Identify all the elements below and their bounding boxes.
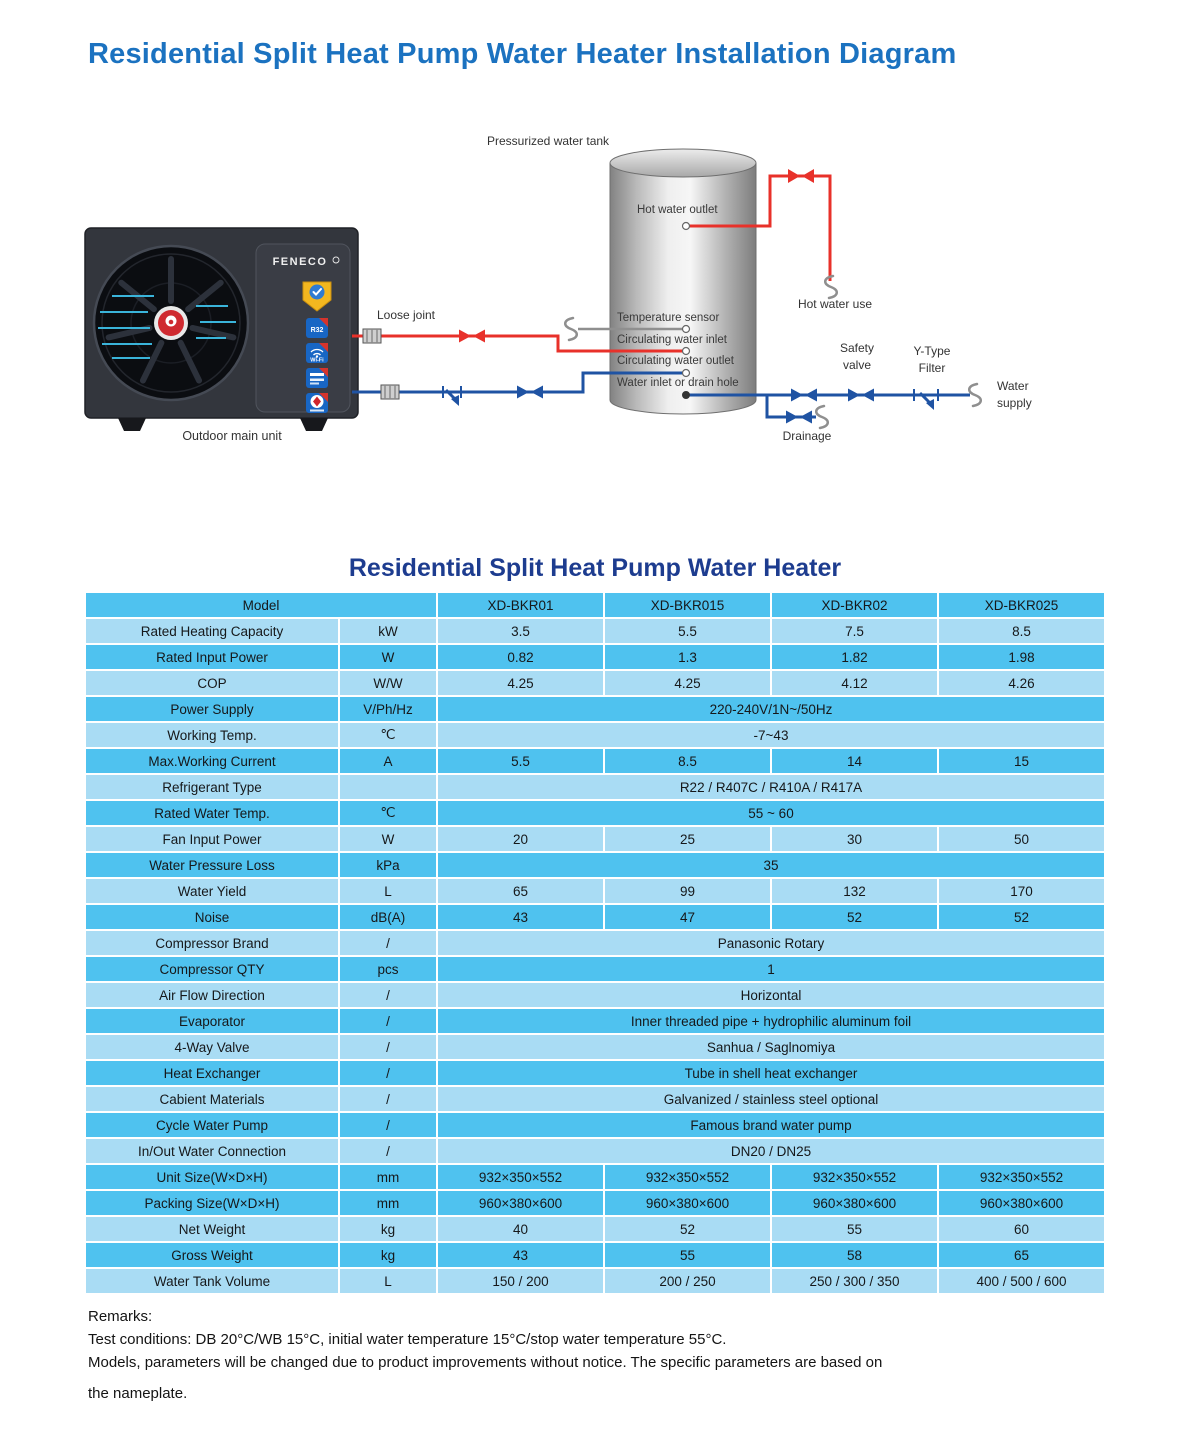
- spec-value-cell: 60: [939, 1217, 1104, 1241]
- spec-value-cell: 960×380×600: [772, 1191, 937, 1215]
- spec-label-cell: Rated Heating Capacity: [86, 619, 338, 643]
- hot-water-outlet-label: Hot water outlet: [637, 204, 718, 216]
- spec-header-row: [86, 593, 1104, 617]
- y-type-filter-label: Y-Type: [913, 344, 951, 358]
- spec-value-cell: 14: [772, 749, 937, 773]
- spec-value-cell: 35: [438, 853, 1104, 877]
- valve-icon: [848, 389, 860, 402]
- brand-logo: FENECO: [272, 256, 328, 268]
- spec-value-cell: 30: [772, 827, 937, 851]
- pressurized-water-tank-label: Pressurized water tank: [487, 134, 610, 148]
- pipe-break-squiggle-icon: [969, 384, 981, 406]
- spec-label-cell: Packing Size(W×D×H): [86, 1191, 338, 1215]
- tank-port: [683, 392, 690, 399]
- spec-row: [86, 931, 1104, 955]
- spec-label-cell: Water Pressure Loss: [86, 853, 338, 877]
- spec-unit-cell: kg: [340, 1243, 436, 1267]
- valve-icon: [459, 330, 471, 343]
- unit-foot: [300, 418, 328, 431]
- spec-value-cell: 5.5: [605, 619, 770, 643]
- spec-value-cell: 43: [438, 1243, 603, 1267]
- spec-unit-cell: L: [340, 879, 436, 903]
- spec-unit-cell: V/Ph/Hz: [340, 697, 436, 721]
- water-supply-label: Water: [997, 379, 1029, 393]
- water-supply-label: supply: [997, 396, 1032, 410]
- spec-label-cell: Net Weight: [86, 1217, 338, 1241]
- spec-label-cell: Rated Input Power: [86, 645, 338, 669]
- spec-unit-cell: W/W: [340, 671, 436, 695]
- spec-label-cell: Air Flow Direction: [86, 983, 338, 1007]
- spec-unit-cell: W: [340, 645, 436, 669]
- spec-row: [86, 1087, 1104, 1111]
- spec-row: [86, 619, 1104, 643]
- temperature-sensor-label: Temperature sensor: [617, 312, 720, 324]
- spec-value-cell: 8.5: [605, 749, 770, 773]
- spec-row: [86, 1269, 1104, 1293]
- spec-value-cell: 932×350×552: [939, 1165, 1104, 1189]
- svg-text:R32: R32: [310, 327, 324, 334]
- spec-value-cell: 1.98: [939, 645, 1104, 669]
- remarks-title: Remarks:: [88, 1308, 153, 1325]
- remarks-block: [88, 1306, 1138, 1406]
- spec-value-cell: 52: [605, 1217, 770, 1241]
- valve-icon: [473, 330, 485, 343]
- page-title: Residential Split Heat Pump Water Heater Installation Diagram: [88, 38, 957, 70]
- spec-value-cell: 4.12: [772, 671, 937, 695]
- spec-value-cell: 55 ~ 60: [438, 801, 1104, 825]
- spec-row: [86, 801, 1104, 825]
- y-type-filter-label: Filter: [918, 361, 946, 375]
- spec-label-cell: Cabient Materials: [86, 1087, 338, 1111]
- spec-value-cell: 7.5: [772, 619, 937, 643]
- spec-label-cell: Evaporator: [86, 1009, 338, 1033]
- spec-unit-cell: kW: [340, 619, 436, 643]
- y-type-filter-icon: [914, 389, 938, 410]
- spec-value-cell: 8.5: [939, 619, 1104, 643]
- spec-unit-cell: /: [340, 1061, 436, 1085]
- drainage-label: Drainage: [782, 429, 832, 443]
- y-strainer-icon: [443, 386, 461, 406]
- valve-icon: [531, 386, 543, 399]
- spec-row: [86, 1217, 1104, 1241]
- spec-unit-cell: /: [340, 1113, 436, 1137]
- spec-row: [86, 1009, 1104, 1033]
- spec-value-cell: 170: [939, 879, 1104, 903]
- safety-valve-label: valve: [842, 358, 872, 372]
- spec-row: [86, 905, 1104, 929]
- spec-value-cell: 15: [939, 749, 1104, 773]
- spec-row: [86, 1035, 1104, 1059]
- spec-row: [86, 827, 1104, 851]
- spec-value-cell: Sanhua / Saglnomiya: [438, 1035, 1104, 1059]
- spec-unit-cell: dB(A): [340, 905, 436, 929]
- spec-row: [86, 957, 1104, 981]
- spec-value-cell: 220-240V/1N~/50Hz: [438, 697, 1104, 721]
- spec-row: [86, 671, 1104, 695]
- loose-joint-label: Loose joint: [376, 308, 436, 322]
- remarks-line: Test conditions: DB 20°C/WB 15°C, initial water temperature 15°C/stop water temperature 55°C.: [88, 1331, 727, 1348]
- spec-value-cell: 43: [438, 905, 603, 929]
- spec-value-cell: 40: [438, 1217, 603, 1241]
- valve-icon: [517, 386, 529, 399]
- spec-value-cell: 50: [939, 827, 1104, 851]
- spec-value-cell: 5.5: [438, 749, 603, 773]
- spec-value-cell: 960×380×600: [438, 1191, 603, 1215]
- spec-value-cell: 1: [438, 957, 1104, 981]
- tank-port: [683, 223, 690, 230]
- spec-value-cell: 932×350×552: [605, 1165, 770, 1189]
- spec-label-cell: Power Supply: [86, 697, 338, 721]
- r32-refrigerant-badge-icon: [306, 318, 328, 338]
- spec-unit-cell: /: [340, 1139, 436, 1163]
- spec-row: [86, 775, 1104, 799]
- fan-icon: [94, 246, 248, 400]
- spec-value-cell: 0.82: [438, 645, 603, 669]
- spec-value-cell: 47: [605, 905, 770, 929]
- spec-label-cell: Fan Input Power: [86, 827, 338, 851]
- spec-value-cell: 1.3: [605, 645, 770, 669]
- valve-icon: [800, 411, 812, 424]
- valve-icon: [802, 169, 814, 183]
- spec-row: [86, 853, 1104, 877]
- spec-row: [86, 1165, 1104, 1189]
- tank-port: [683, 348, 690, 355]
- tank-port: [683, 370, 690, 377]
- spec-unit-cell: kg: [340, 1217, 436, 1241]
- valve-icon: [788, 169, 800, 183]
- installation-diagram: [0, 100, 1180, 480]
- spec-unit-cell: W: [340, 827, 436, 851]
- spec-value-cell: 20: [438, 827, 603, 851]
- spec-value-cell: 400 / 500 / 600: [939, 1269, 1104, 1293]
- spec-value-cell: 52: [772, 905, 937, 929]
- spec-table-title: Residential Split Heat Pump Water Heater: [348, 554, 842, 582]
- loose-joint-icon: [363, 329, 381, 343]
- spec-label-cell: Water Tank Volume: [86, 1269, 338, 1293]
- spec-value-cell: 1.82: [772, 645, 937, 669]
- spec-value-cell: DN20 / DN25: [438, 1139, 1104, 1163]
- spec-unit-cell: kPa: [340, 853, 436, 877]
- spec-label-cell: Gross Weight: [86, 1243, 338, 1267]
- spec-value-cell: 4.26: [939, 671, 1104, 695]
- spec-value-cell: 65: [438, 879, 603, 903]
- spec-label-cell: Unit Size(W×D×H): [86, 1165, 338, 1189]
- spec-label-cell: Rated Water Temp.: [86, 801, 338, 825]
- spec-unit-cell: ℃: [340, 723, 436, 747]
- spec-value-cell: 200 / 250: [605, 1269, 770, 1293]
- pipe-break-squiggle-icon: [565, 318, 577, 340]
- spec-row: [86, 1061, 1104, 1085]
- remarks-line: Models, parameters will be changed due to product improvements without notice. The specific parameters are based on: [88, 1354, 883, 1371]
- spec-label-cell: Refrigerant Type: [86, 775, 338, 799]
- spec-model-header: Model: [86, 593, 436, 617]
- spec-label-cell: COP: [86, 671, 338, 695]
- spec-row: [86, 1243, 1104, 1267]
- spec-value-cell: 99: [605, 879, 770, 903]
- spec-unit-cell: /: [340, 1009, 436, 1033]
- outdoor-main-unit: [85, 228, 358, 431]
- circulating-water-outlet-label: Circulating water outlet: [617, 355, 734, 367]
- spec-model-name: XD-BKR025: [939, 593, 1104, 617]
- spec-label-cell: Heat Exchanger: [86, 1061, 338, 1085]
- spec-value-cell: 58: [772, 1243, 937, 1267]
- spec-label-cell: Noise: [86, 905, 338, 929]
- loose-joint-icon: [381, 385, 399, 399]
- outdoor-main-unit-label: Outdoor main unit: [182, 429, 282, 443]
- spec-label-cell: Compressor QTY: [86, 957, 338, 981]
- spec-unit-cell: mm: [340, 1191, 436, 1215]
- spec-model-name: XD-BKR02: [772, 593, 937, 617]
- spec-table: [84, 591, 1106, 1295]
- spec-unit-cell: [340, 775, 436, 799]
- safety-valve-label: Safety: [839, 341, 875, 355]
- spec-label-cell: Water Yield: [86, 879, 338, 903]
- spec-value-cell: 932×350×552: [772, 1165, 937, 1189]
- spec-unit-cell: L: [340, 1269, 436, 1293]
- spec-label-cell: Compressor Brand: [86, 931, 338, 955]
- spec-value-cell: 65: [939, 1243, 1104, 1267]
- spec-value-cell: 250 / 300 / 350: [772, 1269, 937, 1293]
- unit-foot: [118, 418, 146, 431]
- svg-text:Wi-Fi: Wi-Fi: [310, 357, 324, 364]
- spec-value-cell: 960×380×600: [939, 1191, 1104, 1215]
- spec-label-cell: Max.Working Current: [86, 749, 338, 773]
- spec-table-body: [86, 593, 1104, 1293]
- spec-row: [86, 1139, 1104, 1163]
- spec-value-cell: Galvanized / stainless steel optional: [438, 1087, 1104, 1111]
- spec-value-cell: 132: [772, 879, 937, 903]
- spec-unit-cell: /: [340, 1035, 436, 1059]
- spec-label-cell: Cycle Water Pump: [86, 1113, 338, 1137]
- spec-unit-cell: pcs: [340, 957, 436, 981]
- spec-value-cell: 55: [772, 1217, 937, 1241]
- valve-icon: [805, 389, 817, 402]
- spec-value-cell: Horizontal: [438, 983, 1104, 1007]
- spec-model-name: XD-BKR01: [438, 593, 603, 617]
- spec-value-cell: 52: [939, 905, 1104, 929]
- spec-value-cell: 932×350×552: [438, 1165, 603, 1189]
- spec-value-cell: 55: [605, 1243, 770, 1267]
- spec-label-cell: 4-Way Valve: [86, 1035, 338, 1059]
- spec-unit-cell: ℃: [340, 801, 436, 825]
- tank-port: [683, 326, 690, 333]
- spec-value-cell: 4.25: [605, 671, 770, 695]
- spec-label-cell: In/Out Water Connection: [86, 1139, 338, 1163]
- spec-row: [86, 983, 1104, 1007]
- spec-row: [86, 723, 1104, 747]
- spec-unit-cell: A: [340, 749, 436, 773]
- spec-row: [86, 1191, 1104, 1215]
- valve-icon: [791, 389, 803, 402]
- spec-value-cell: 25: [605, 827, 770, 851]
- spec-value-cell: Panasonic Rotary: [438, 931, 1104, 955]
- hot-water-use-label: Hot water use: [797, 297, 873, 311]
- spec-row: [86, 697, 1104, 721]
- spec-unit-cell: /: [340, 931, 436, 955]
- circulating-water-inlet-label: Circulating water inlet: [617, 334, 727, 346]
- wifi-badge-icon: [306, 343, 328, 364]
- spec-row: [86, 645, 1104, 669]
- spec-unit-cell: /: [340, 983, 436, 1007]
- spec-value-cell: 960×380×600: [605, 1191, 770, 1215]
- spec-unit-cell: /: [340, 1087, 436, 1111]
- water-inlet-drain-label: Water inlet or drain hole: [617, 377, 739, 389]
- cn-certification-badge-icon: [306, 368, 328, 388]
- unit-side-panel: [256, 244, 350, 412]
- spec-label-cell: Working Temp.: [86, 723, 338, 747]
- spec-value-cell: Famous brand water pump: [438, 1113, 1104, 1137]
- valve-icon: [862, 389, 874, 402]
- remarks-line: the nameplate.: [88, 1385, 188, 1402]
- pipe-break-squiggle-icon: [816, 406, 828, 428]
- spec-row: [86, 1113, 1104, 1137]
- spec-value-cell: 150 / 200: [438, 1269, 603, 1293]
- spec-value-cell: 4.25: [438, 671, 603, 695]
- spec-row: [86, 749, 1104, 773]
- valve-icon: [786, 411, 798, 424]
- spec-value-cell: 3.5: [438, 619, 603, 643]
- spec-unit-cell: mm: [340, 1165, 436, 1189]
- spec-value-cell: R22 / R407C / R410A / R417A: [438, 775, 1104, 799]
- spec-value-cell: Inner threaded pipe + hydrophilic aluminum foil: [438, 1009, 1104, 1033]
- spec-value-cell: -7~43: [438, 723, 1104, 747]
- mitsubishi-electric-badge-icon: [306, 393, 328, 413]
- spec-model-name: XD-BKR015: [605, 593, 770, 617]
- spec-value-cell: Tube in shell heat exchanger: [438, 1061, 1104, 1085]
- spec-row: [86, 879, 1104, 903]
